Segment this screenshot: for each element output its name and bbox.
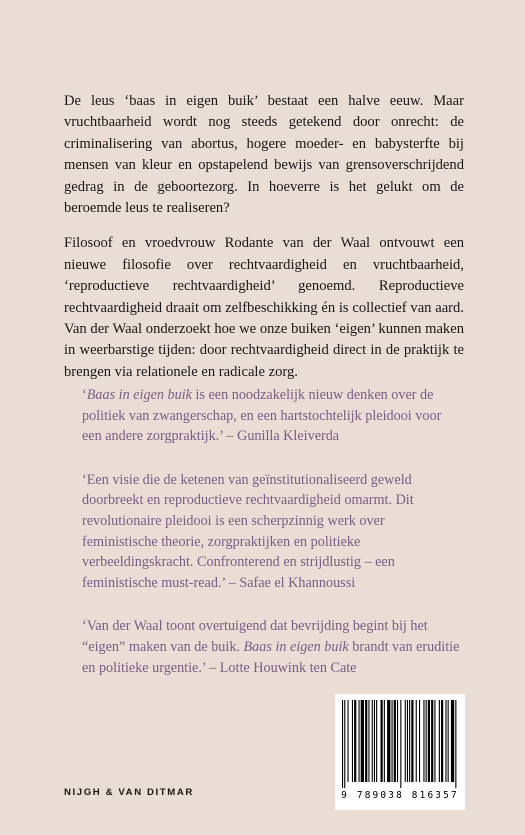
barcode-bar — [428, 700, 430, 782]
barcode-bar — [451, 700, 454, 782]
barcode-bar — [441, 700, 443, 782]
quote-text: ‘Van der Waal toont overtuigend dat bevrijding begint bij het “eigen” maken van de buik. — [82, 618, 428, 655]
book-title-italic: Baas in eigen buik — [86, 387, 192, 403]
barcode-bar — [405, 700, 406, 782]
barcode-bar — [361, 700, 364, 782]
barcode-bar — [392, 700, 393, 782]
back-cover-blurb — [64, 91, 464, 397]
barcode-bar — [387, 700, 390, 782]
barcode-bar — [439, 700, 440, 782]
quote-open-mark: ‘ — [82, 387, 87, 403]
review-quote-1 — [82, 385, 462, 447]
barcode-bar — [397, 700, 398, 782]
quote-text: is een noodzakelijk nieuw denken over de politiek van zwangerschap, en een hartstochtelijk pleidooi voor een andere zorgpraktijk.’ – Gunilla Kleiverda — [82, 387, 442, 445]
barcode-bar — [448, 700, 449, 782]
publisher-name: NIJGH & VAN DITMAR — [64, 787, 194, 798]
barcode-bar — [342, 700, 343, 788]
barcode-bar — [445, 700, 446, 782]
barcode-bar — [434, 700, 435, 782]
barcode-bar — [368, 700, 369, 782]
barcode-bar — [348, 700, 349, 782]
barcode-bar — [423, 700, 424, 782]
barcode-bars — [340, 700, 460, 788]
barcode-bar — [400, 700, 401, 788]
book-title-italic: Baas in eigen buik — [243, 638, 349, 655]
barcode-bar — [354, 700, 356, 782]
barcode-bar — [407, 700, 408, 782]
barcode-bar — [374, 700, 375, 782]
barcode-bar — [365, 700, 367, 782]
barcode-bar — [431, 700, 433, 782]
barcode-bar — [372, 700, 373, 782]
barcode-bar — [352, 700, 353, 782]
barcode-bar — [416, 700, 417, 782]
barcode-bar — [455, 700, 456, 788]
isbn-barcode — [335, 694, 465, 810]
barcode-bar — [426, 700, 427, 782]
barcode-bar — [394, 700, 396, 782]
barcode-bar — [376, 700, 377, 782]
barcode-bar — [411, 700, 413, 782]
isbn-number: 9 789038 816357 — [341, 790, 459, 801]
blurb-paragraph-2: Filosoof en vroedvrouw Rodante van der Waal ontvouwt een nieuwe filosofie over rechtvaardigheid en vruchtbaarheid, ‘reproductieve rechtvaardigheid’ genoemd. Reproductieve rechtvaardigheid draait om zelfbeschikking én is collectief van aard. Van der Waal onderzoekt hoe we onze buiken ‘eigen’ kunnen maken in weerbarstige tijden: door rechtvaardigheid direct in de praktijk te brengen via relationele en radicale zorg. — [64, 235, 464, 380]
blurb-paragraph-1: De leus ‘baas in eigen buik’ bestaat een halve eeuw. Maar vruchtbaarheid wordt nog steeds getekend door onrecht: de criminalisering van abortus, hogere moeder- en babysterfte bij mensen van kleur en opstapelend bewijs van grensoverschrijdend gedrag in de geboortezorg. In hoeverre is het gelukt om de beroemde leus te realiseren? — [64, 93, 464, 217]
review-quote-2: ‘Een visie die de ketenen van geïnstitutionaliseerd geweld doorbreekt en reproductieve rechtvaardigheid omarmt. Dit revolutionaire pleidooi is een scherpzinnig werk over feministische theorie, zorgpraktijken en politieke verbeeldingskracht. Confronterend en strijdlustig – een feministische must-read.’ – Safae el Khannoussi — [82, 471, 414, 591]
barcode-bar — [381, 700, 383, 782]
barcode-bar — [359, 700, 360, 782]
barcode-bar — [384, 700, 385, 782]
barcode-bar — [344, 700, 345, 788]
barcode-bar — [409, 700, 410, 782]
barcode-bar — [419, 700, 420, 782]
review-quotes — [82, 385, 462, 701]
review-quote-3 — [82, 616, 462, 678]
quote-text: brandt van eruditie en politieke urgentie.’ – Lotte Houwink ten Cate — [82, 638, 460, 676]
